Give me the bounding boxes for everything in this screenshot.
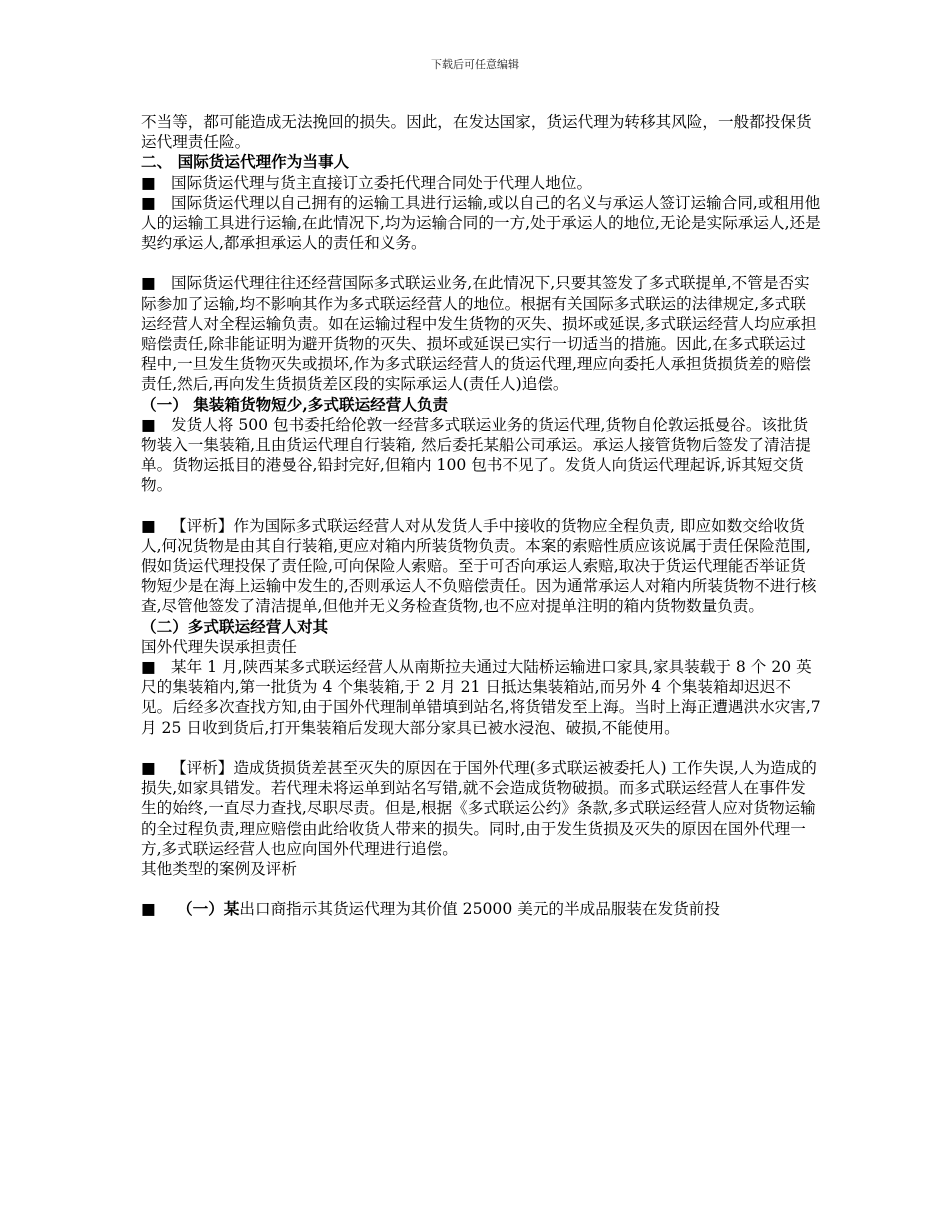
paragraph: 不当等，都可能造成无法挽回的损失。因此，在发达国家，货运代理为转移其风险，一般都投保货运代理责任险。	[141, 113, 812, 152]
bullet-paragraph: ■ 国际货运代理以自己拥有的运输工具进行运输,或以自己的名义与承运人签订运输合同,或租用他人的运输工具进行运输,在此情况下,均为运输合同的一方,处于承运人的地位,无论是实际承运人,还是契约承运人,都承担承运人的责任和义务。	[141, 193, 821, 253]
bullet-paragraph: ■ 【评析】造成货损货差甚至灭失的原因在于国外代理(多式联运被委托人) 工作失误,人为造成的损失,如家具错发。若代理未将运单到站名写错,就不会造成货物破损。而多式联运经营人在事件发生的始终,一直尽力查找,尽职尽责。但是,根据《多式联运公约》条款,多式联运经营人应对货物运输的全过程负责,理应赔偿由此给收货人带来的损失。同时,由于发生货损及灭失的原因在国外代理一方,多式联运经营人也应向国外代理进行追偿。	[141, 758, 817, 858]
bullet-icon: ■	[141, 900, 156, 919]
bullet-icon: ■	[141, 516, 156, 535]
section-heading: 二、 国际货运代理作为当事人	[141, 152, 350, 172]
bullet-paragraph: ■ 国际货运代理往往还经营国际多式联运业务,在此情况下,只要其签发了多式联提单,不管是否实际参加了运输,均不影响其作为多式联运经营人的地位。根据有关国际多式联运的法律规定,多式联运经营人对全程运输负责。如在运输过程中发生货物的灭失、损坏或延误,多式联运经营人均应承担赔偿责任,除非能证明为避开货物的灭失、损坏或延误已实行一切适当的措施。因此,在多式联运过程中,一旦发生货物灭失或损坏,作为多式联运经营人的货运代理,理应向委托人承担货损货差的赔偿责任,然后,再向发生货损货差区段的实际承运人(责任人)追偿。	[141, 274, 817, 394]
spacer	[141, 253, 821, 273]
bullet-icon: ■	[141, 415, 156, 434]
spacer	[141, 738, 821, 758]
bullet-icon: ■	[141, 658, 156, 677]
paragraph: 其他类型的案例及评析	[141, 859, 297, 878]
bullet-paragraph: ■ 国际货运代理与货主直接订立委托代理合同处于代理人地位。	[141, 173, 593, 192]
bullet-icon: ■	[141, 274, 156, 293]
document-body	[141, 112, 821, 919]
subsection-heading: （一） 集装箱货物短少,多式联运经营人负责	[141, 394, 449, 414]
bullet-icon: ■	[141, 758, 156, 777]
bullet-paragraph: ■ 发货人将 500 包书委托给伦敦一经营多式联运业务的货运代理,货物自伦敦运抵曼谷。该批货物装入一集装箱,且由货运代理自行装箱, 然后委托某船公司承运。承运人接管货物后签发了清洁提单。货物运抵目的港曼谷,铅封完好,但箱内 100 包书不见了。发货人向货运代理起诉,诉其短交货物。	[141, 415, 811, 495]
page-header: 下载后可任意编辑	[431, 58, 519, 71]
bullet-paragraph: ■ 某年 1 月,陕西某多式联运经营人从南斯拉夫通过大陆桥运输进口家具,家具装载于 8 个 20 英尺的集装箱内,第一批货为 4 个集装箱,于 2 月 21 日抵达集装箱站,而另外 4 个集装箱却迟迟不见。后经多次查找方知,由于国外代理制单错填到站名,将货错发至上海。当时上海正遭遇洪水灾害,7 月 25 日收到货后,打开集装箱后发现大部分家具已被水浸泡、破损,不能使用。	[141, 658, 821, 737]
spacer	[141, 879, 821, 899]
paragraph: 国外代理失误承担责任	[141, 637, 297, 656]
bullet-paragraph: ■ （一）某出口商指示其货运代理为其价值 25000 美元的半成品服装在发货前投	[141, 899, 720, 919]
bullet-icon: ■	[141, 173, 156, 192]
subsection-heading: （二）多式联运经营人对其	[141, 616, 329, 636]
bullet-paragraph: ■ 【评析】作为国际多式联运经营人对从发货人手中接收的货物应全程负责, 即应如数交给收货人,何况货物是由其自行装箱,更应对箱内所装货物负责。本案的索赔性质应该说属于责任保险范围,假如货运代理投保了责任险,可向保险人索赔。至于可否向承运人索赔,取决于货运代理能否举证货物短少是在海上运输中发生的,否则承运人不负赔偿责任。因为通常承运人对箱内所装货物不进行核查,尽管他签发了清洁提单,但他并无义务检查货物,也不应对提单注明的箱内货物数量负责。	[141, 516, 817, 616]
bullet-icon: ■	[141, 193, 156, 212]
spacer	[141, 496, 821, 516]
